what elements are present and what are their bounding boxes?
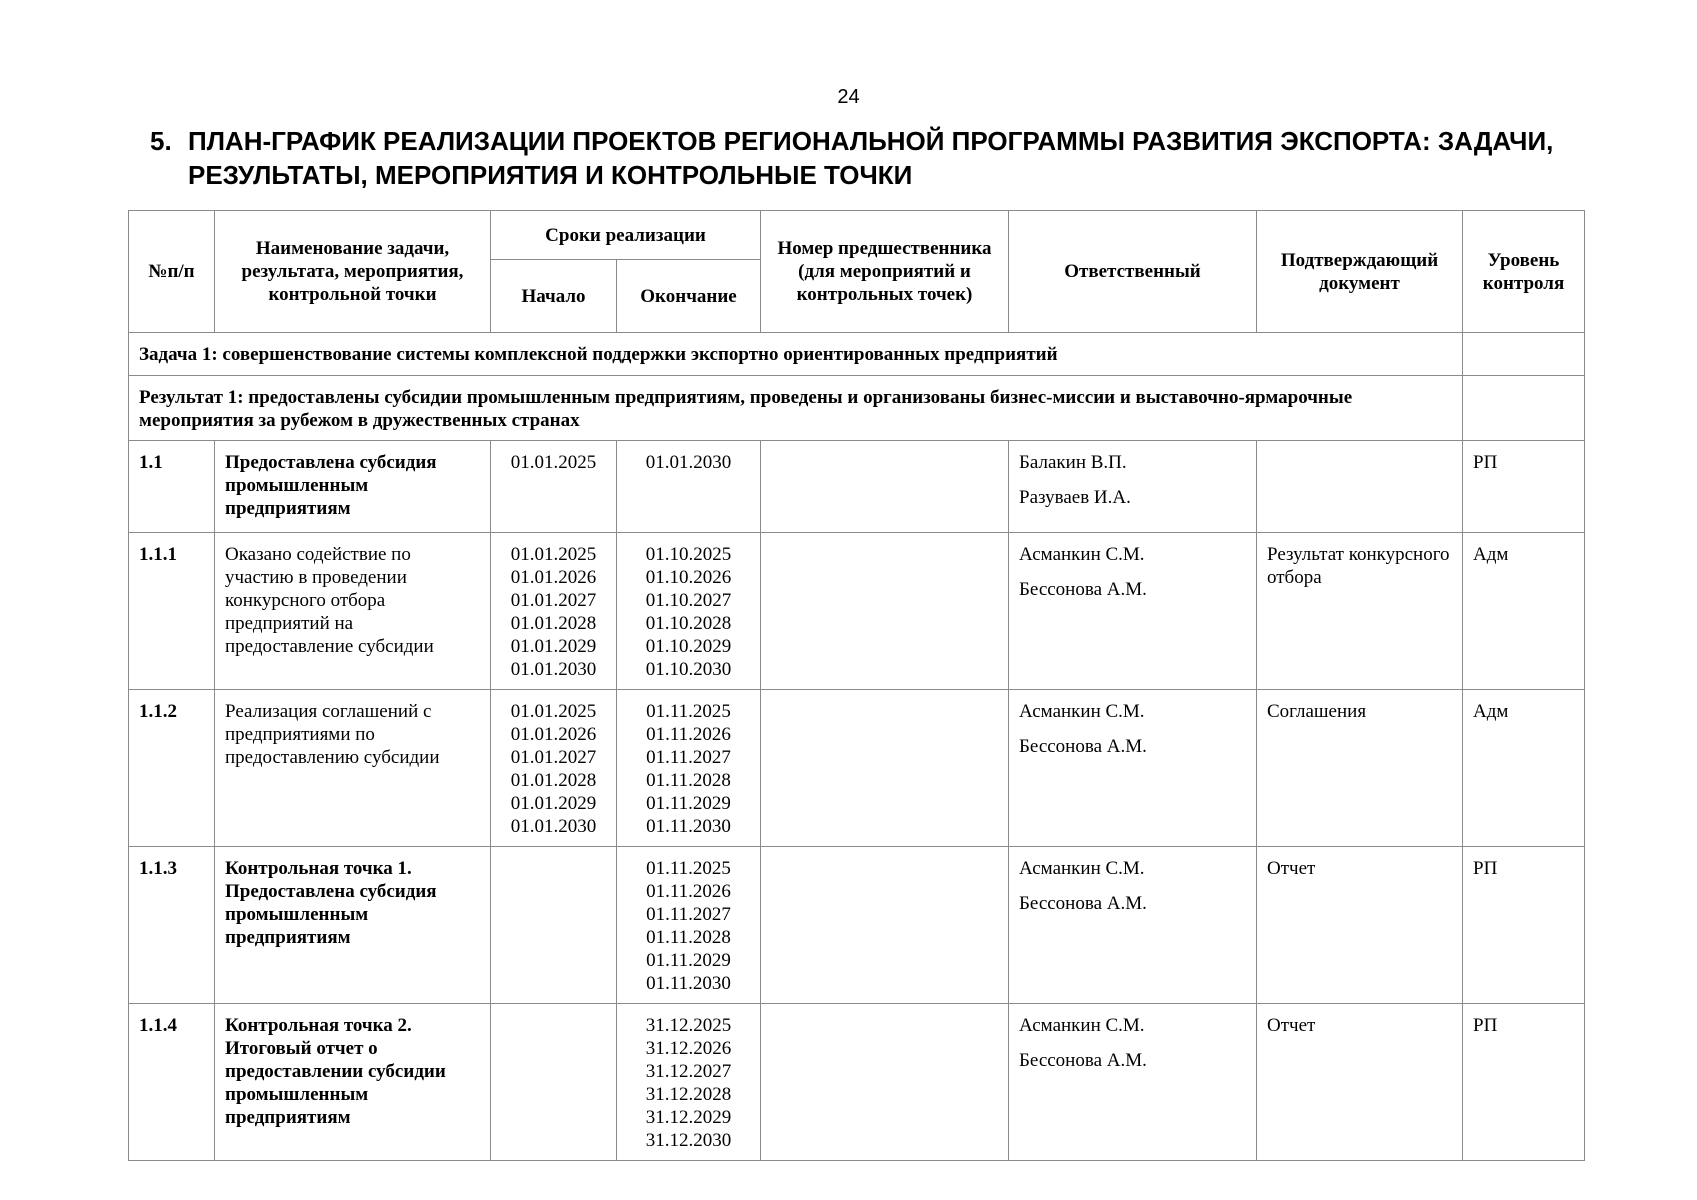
row-responsible	[1009, 690, 1257, 847]
start-date: 01.01.2028	[510, 613, 597, 634]
start-date: 01.01.2027	[510, 747, 597, 768]
end-date: 01.11.2030	[646, 973, 731, 994]
header-start: Начало	[491, 260, 617, 333]
section-title	[150, 124, 1590, 192]
start-date: 01.01.2026	[510, 724, 597, 745]
table-row	[129, 1004, 1585, 1161]
row-predecessor	[761, 533, 1009, 690]
table-row	[129, 441, 1585, 533]
responsible-person: Бессонова А.М.	[1019, 579, 1147, 600]
end-date: 31.12.2026	[645, 1038, 732, 1059]
row-name: Контрольная точка 2. Итоговый отчет о предоставлении субсидии промышленным предприятиям	[215, 1004, 491, 1161]
row-start-dates	[491, 1004, 617, 1161]
row-responsible	[1009, 533, 1257, 690]
row-predecessor	[761, 1004, 1009, 1161]
row-document: Соглашения	[1257, 690, 1463, 847]
header-row	[129, 211, 1585, 260]
table-row	[129, 533, 1585, 690]
row-number: 1.1.2	[129, 690, 215, 847]
row-number: 1.1	[129, 441, 215, 533]
end-date: 01.11.2026	[646, 881, 731, 902]
end-date: 01.10.2027	[645, 590, 732, 611]
start-date: 01.01.2030	[510, 816, 597, 837]
end-date: 01.10.2029	[645, 636, 732, 657]
section-title-text: ПЛАН-ГРАФИК РЕАЛИЗАЦИИ ПРОЕКТОВ РЕГИОНАЛЬНОЙ ПРОГРАММЫ РАЗВИТИЯ ЭКСПОРТА: ЗАДАЧИ, РЕЗУЛЬТАТЫ, МЕРОПРИЯТИЯ И КОНТРОЛЬНЫЕ ТОЧКИ	[188, 126, 1554, 190]
row-number: 1.1.3	[129, 847, 215, 1004]
responsible-person: Балакин В.П.	[1019, 452, 1127, 473]
task-level-cell	[1463, 333, 1585, 376]
end-date: 01.10.2028	[645, 613, 732, 634]
header-end: Окончание	[617, 260, 761, 333]
end-date: 01.11.2025	[646, 858, 731, 879]
end-date: 01.11.2026	[646, 724, 731, 745]
start-date: 01.01.2028	[510, 770, 597, 791]
header-num: №п/п	[129, 211, 215, 333]
responsible-person: Бессонова А.М.	[1019, 1050, 1147, 1071]
result-level-cell	[1463, 376, 1585, 441]
row-level: РП	[1463, 1004, 1585, 1161]
row-end-dates	[617, 1004, 761, 1161]
row-end-dates	[617, 847, 761, 1004]
row-responsible	[1009, 1004, 1257, 1161]
header-name: Наименование задачи, результата, мероприятия, контрольной точки	[215, 211, 491, 333]
end-date: 31.12.2029	[645, 1107, 732, 1128]
end-date: 01.11.2028	[646, 770, 731, 791]
row-document	[1257, 441, 1463, 533]
row-name: Реализация соглашений с предприятиями по предоставлению субсидии	[215, 690, 491, 847]
row-start-dates	[491, 533, 617, 690]
result-row	[129, 376, 1585, 441]
end-date: 01.11.2030	[646, 816, 731, 837]
row-level: Адм	[1463, 690, 1585, 847]
result-cell: Результат 1: предоставлены субсидии промышленным предприятиям, проведены и организованы бизнес-миссии и выставочно-ярмарочные мероприятия за рубежом в дружественных странах	[129, 376, 1463, 441]
header-predecessor: Номер предшественника (для мероприятий и контрольных точек)	[761, 211, 1009, 333]
end-date: 01.11.2028	[646, 927, 731, 948]
row-document: Отчет	[1257, 1004, 1463, 1161]
page-number: 24	[837, 86, 860, 108]
end-date: 01.10.2030	[645, 659, 732, 680]
row-level: РП	[1463, 847, 1585, 1004]
responsible-person: Разуваев И.А.	[1019, 487, 1131, 508]
row-name: Оказано содействие по участию в проведении конкурсного отбора предприятий на предоставление субсидии	[215, 533, 491, 690]
start-date: 01.01.2027	[510, 590, 597, 611]
end-date: 01.11.2029	[646, 793, 731, 814]
start-date: 01.01.2029	[510, 793, 597, 814]
start-date: 01.01.2025	[510, 701, 597, 722]
row-responsible	[1009, 441, 1257, 533]
end-date: 01.11.2027	[646, 904, 731, 925]
responsible-person: Бессонова А.М.	[1019, 893, 1147, 914]
header-level: Уровень контроля	[1463, 211, 1585, 333]
end-date: 31.12.2030	[645, 1130, 732, 1151]
row-name: Контрольная точка 1. Предоставлена субсидия промышленным предприятиям	[215, 847, 491, 1004]
row-number: 1.1.4	[129, 1004, 215, 1161]
table-row	[129, 847, 1585, 1004]
responsible-person: Бессонова А.М.	[1019, 736, 1147, 757]
end-date: 31.12.2027	[645, 1061, 732, 1082]
header-terms: Сроки реализации	[491, 211, 761, 260]
row-document: Результат конкурсного отбора	[1257, 533, 1463, 690]
end-date: 01.01.2030	[645, 452, 732, 473]
row-predecessor	[761, 441, 1009, 533]
row-predecessor	[761, 690, 1009, 847]
row-start-dates	[491, 690, 617, 847]
task-cell: Задача 1: совершенствование системы комплексной поддержки экспортно ориентированных предприятий	[129, 333, 1463, 376]
responsible-person: Асманкин С.М.	[1019, 701, 1145, 722]
start-date: 01.01.2029	[510, 636, 597, 657]
row-start-dates	[491, 441, 617, 533]
responsible-person: Асманкин С.М.	[1019, 544, 1145, 565]
responsible-person: Асманкин С.М.	[1019, 858, 1145, 879]
header-responsible: Ответственный	[1009, 211, 1257, 333]
responsible-person: Асманкин С.М.	[1019, 1015, 1145, 1036]
row-start-dates	[491, 847, 617, 1004]
table-row	[129, 690, 1585, 847]
start-date: 01.01.2025	[510, 544, 597, 565]
end-date: 31.12.2028	[645, 1084, 732, 1105]
task-row	[129, 333, 1585, 376]
end-date: 01.11.2025	[646, 701, 731, 722]
start-date: 01.01.2030	[510, 659, 597, 680]
row-end-dates	[617, 441, 761, 533]
row-end-dates	[617, 533, 761, 690]
plan-table	[128, 210, 1585, 1161]
end-date: 31.12.2025	[645, 1015, 732, 1036]
end-date: 01.10.2026	[645, 567, 732, 588]
end-date: 01.11.2027	[646, 747, 731, 768]
end-date: 01.11.2029	[646, 950, 731, 971]
section-number: 5.	[150, 126, 172, 156]
row-name: Предоставлена субсидия промышленным предприятиям	[215, 441, 491, 533]
row-level: Адм	[1463, 533, 1585, 690]
start-date: 01.01.2026	[510, 567, 597, 588]
row-level: РП	[1463, 441, 1585, 533]
row-document: Отчет	[1257, 847, 1463, 1004]
row-responsible	[1009, 847, 1257, 1004]
row-predecessor	[761, 847, 1009, 1004]
start-date: 01.01.2025	[510, 452, 597, 473]
header-document: Подтверждающий документ	[1257, 211, 1463, 333]
row-end-dates	[617, 690, 761, 847]
row-number: 1.1.1	[129, 533, 215, 690]
end-date: 01.10.2025	[645, 544, 732, 565]
